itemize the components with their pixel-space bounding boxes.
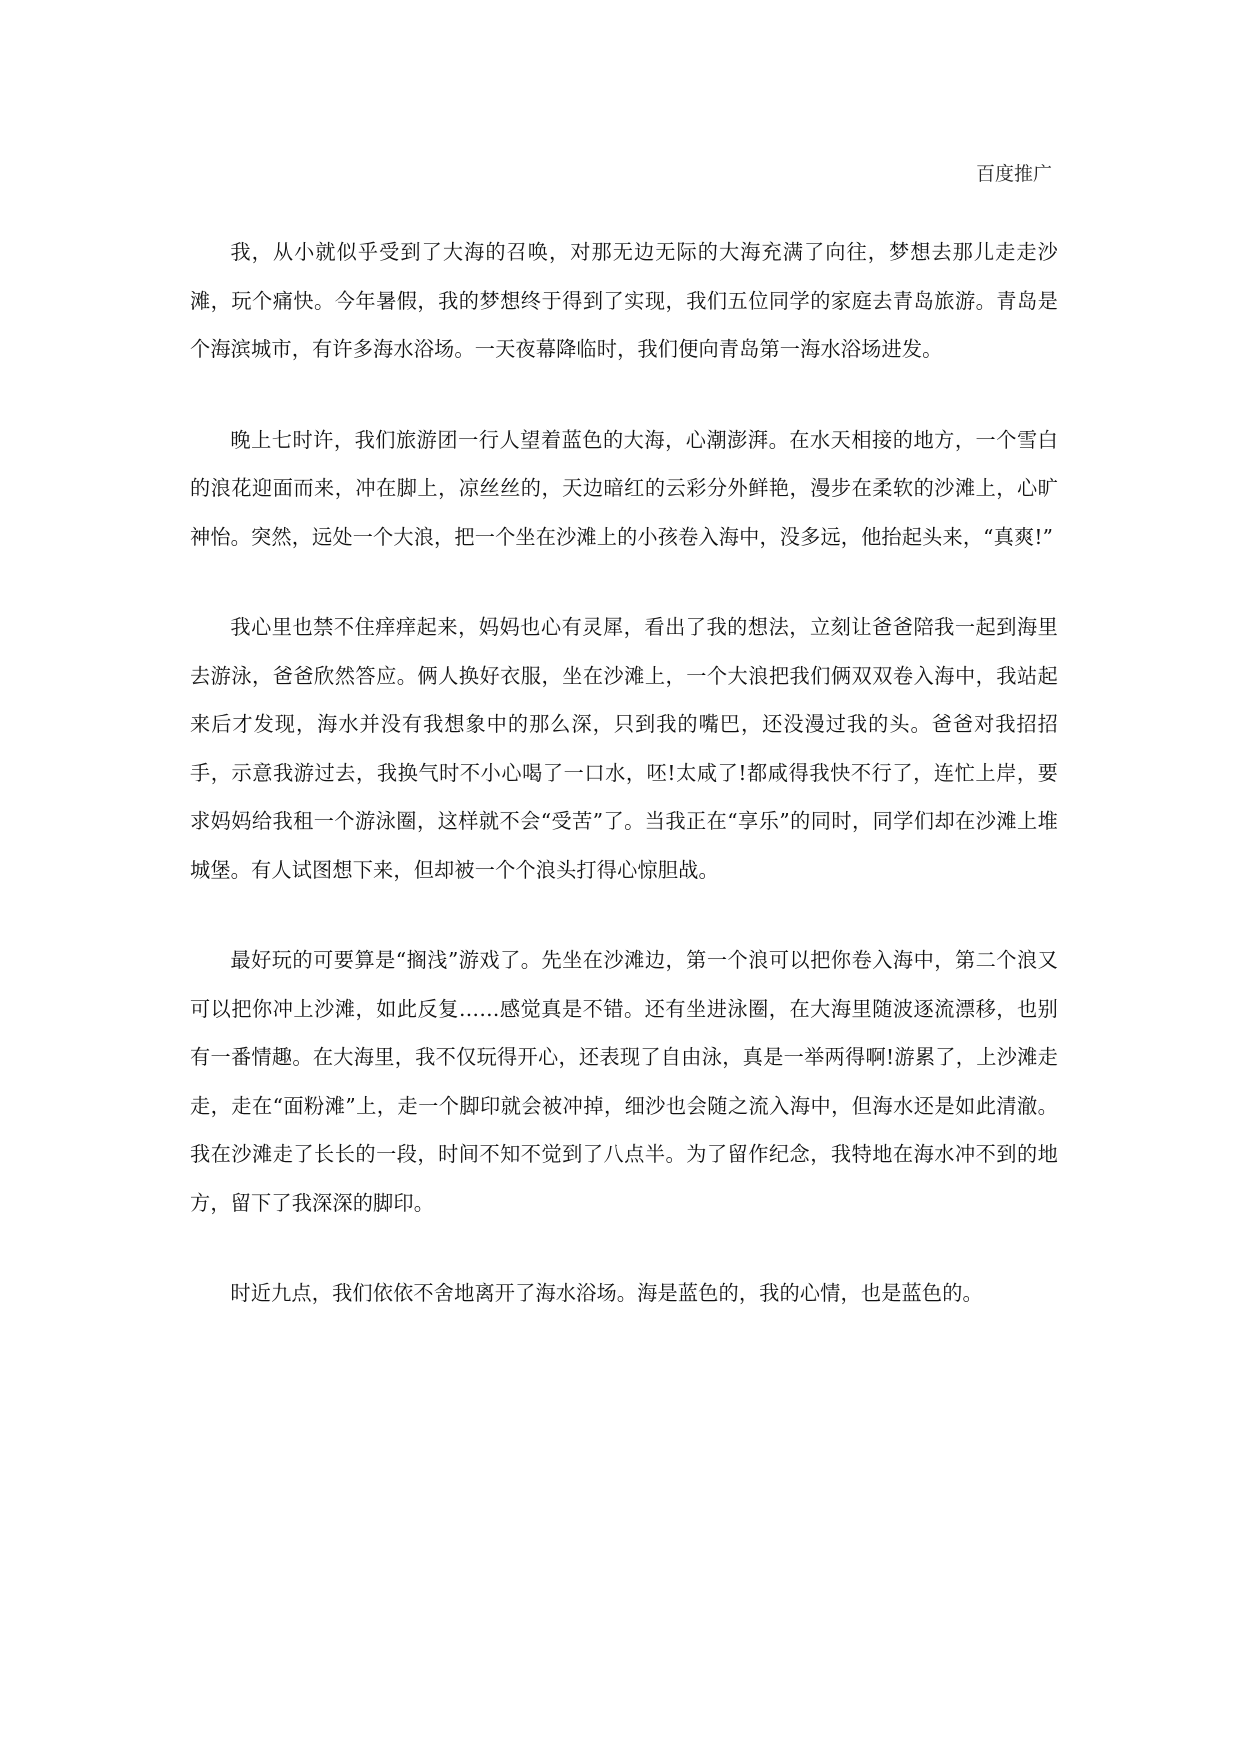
paragraph-5: 时近九点，我们依依不舍地离开了海水浴场。海是蓝色的，我的心情，也是蓝色的。 [230, 1281, 983, 1305]
header-note: 百度推广 [975, 163, 1052, 185]
article-body [190, 228, 1058, 1318]
paragraph-4: 最好玩的可要算是“搁浅”游戏了。先坐在沙滩边，第一个浪可以把你卷入海中，第二个浪又可以把你冲上沙滩，如此反复……感觉真是不错。还有坐进泳圈，在大海里随波逐流漂移，也别有一番情趣。在大海里，我不仅玩得开心，还表现了自由泳，真是一举两得啊!游累了，上沙滩走走，走在“面粉滩”上，走一个脚印就会被冲掉，细沙也会随之流入海中，但海水还是如此清澈。我在沙滩走了长长的一段，时间不知不觉到了八点半。为了留作纪念，我特地在海水冲不到的地方，留下了我深深的脚印。 [190, 948, 1058, 1215]
paragraph-1: 我，从小就似乎受到了大海的召唤，对那无边无际的大海充满了向往，梦想去那儿走走沙滩，玩个痛快。今年暑假，我的梦想终于得到了实现，我们五位同学的家庭去青岛旅游。青岛是个海滨城市，有许多海水浴场。一天夜幕降临时，我们便向青岛第一海水浴场进发。 [190, 240, 1058, 361]
paragraph-2: 晚上七时许，我们旅游团一行人望着蓝色的大海，心潮澎湃。在水天相接的地方，一个雪白的浪花迎面而来，冲在脚上，凉丝丝的，天边暗红的云彩分外鲜艳，漫步在柔软的沙滩上，心旷神怡。突然，远处一个大浪，把一个坐在沙滩上的小孩卷入海中，没多远，他抬起头来，“真爽!” [190, 427, 1058, 549]
paragraph-3: 我心里也禁不住痒痒起来，妈妈也心有灵犀，看出了我的想法，立刻让爸爸陪我一起到海里去游泳，爸爸欣然答应。俩人换好衣服，坐在沙滩上，一个大浪把我们俩双双卷入海中，我站起来后才发现，海水并没有我想象中的那么深，只到我的嘴巴，还没漫过我的头。爸爸对我招招手，示意我游过去，我换气时不小心喝了一口水，呸!太咸了!都咸得我快不行了，连忙上岸，要求妈妈给我租一个游泳圈，这样就不会“受苦”了。当我正在“享乐”的同时，同学们却在沙滩上堆城堡。有人试图想下来，但却被一个个浪头打得心惊胆战。 [190, 615, 1058, 882]
